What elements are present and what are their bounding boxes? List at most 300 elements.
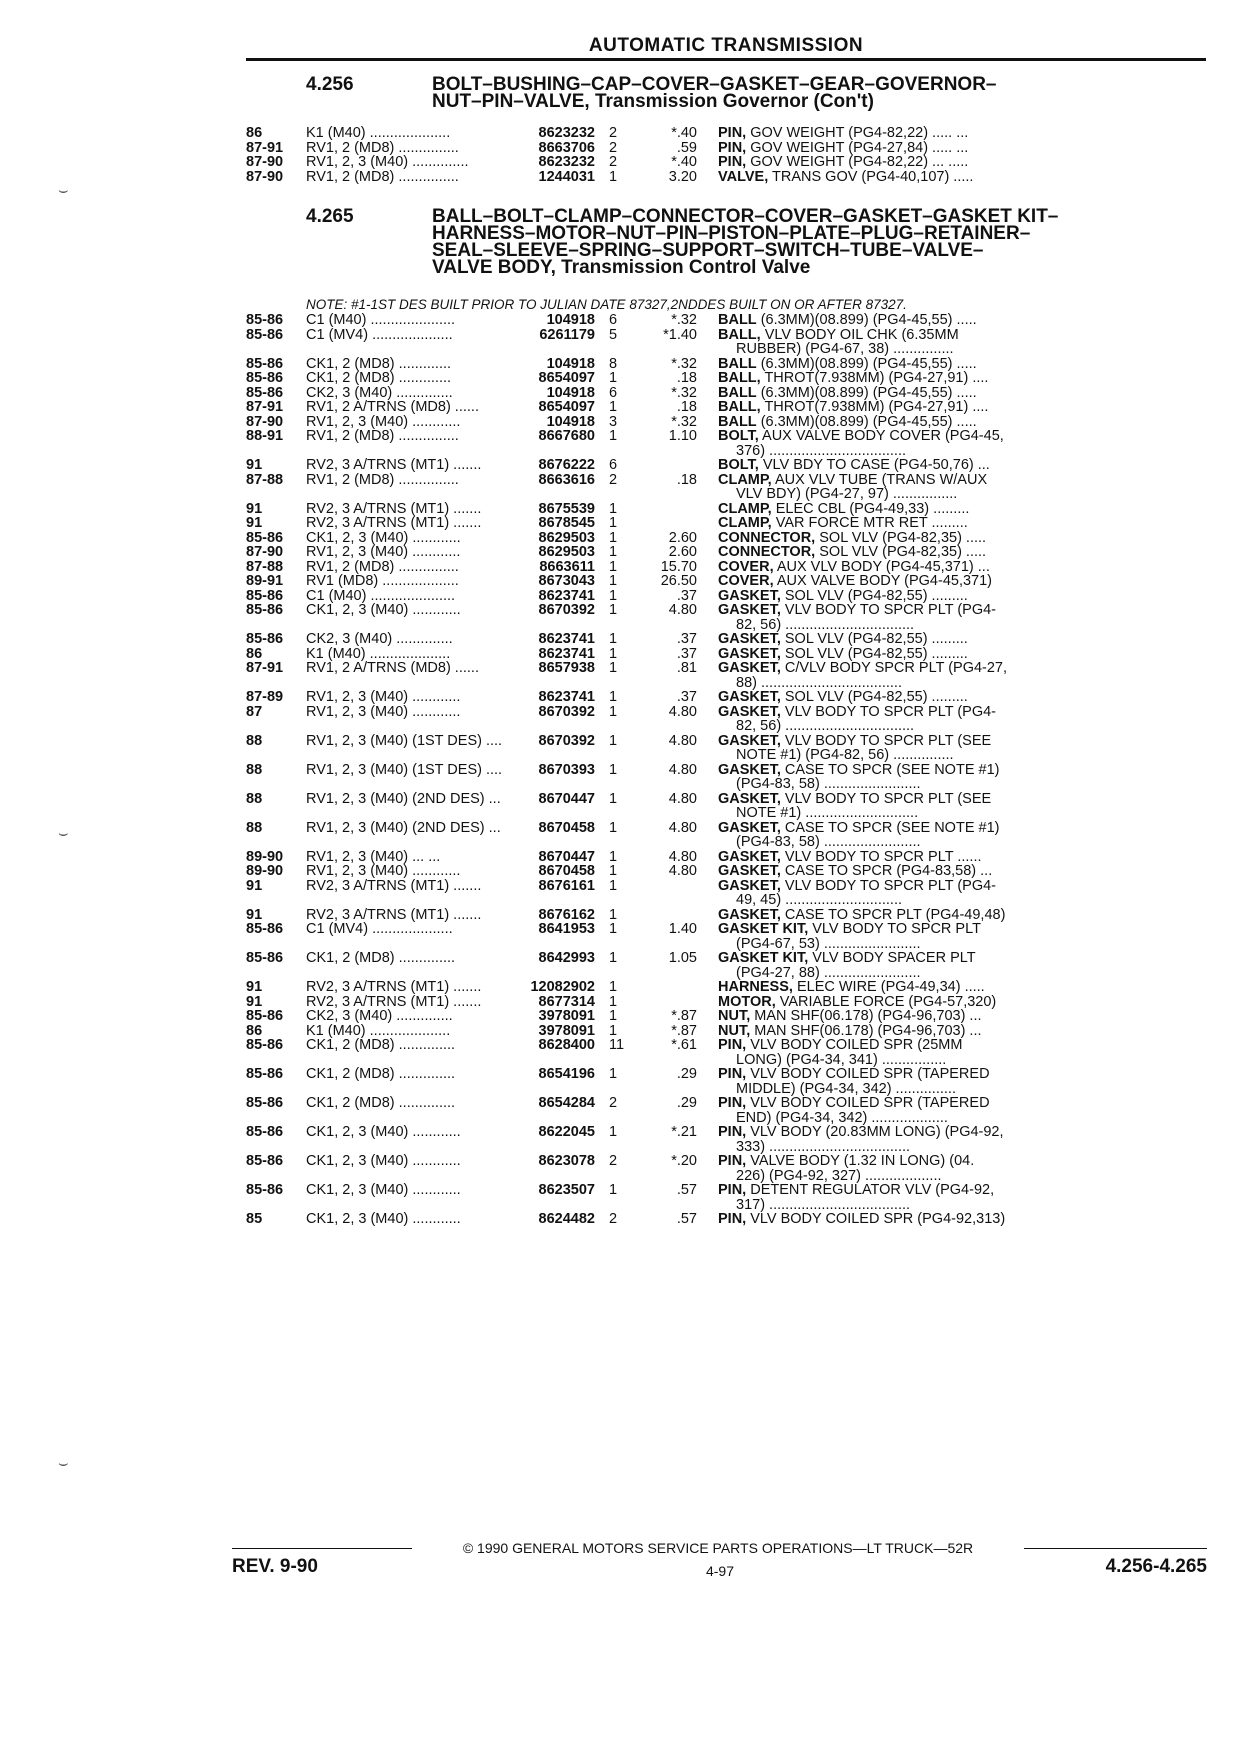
part-description	[697, 371, 1080, 386]
model-year: 88	[246, 819, 263, 836]
part-detail: TRANS GOV (PG4-40,107) .....	[768, 168, 974, 185]
model-year: 91	[246, 457, 263, 473]
part-detail-continued: (PG4-83, 58) ........................	[736, 776, 921, 792]
part-description	[697, 603, 1080, 632]
part-detail: SOL VLV (PG4-82,35) .....	[815, 529, 987, 546]
part-name: HARNESS,	[718, 979, 793, 995]
model-year: 87-88	[246, 558, 284, 575]
section-title	[432, 76, 1202, 110]
model-year: 87-89	[246, 689, 284, 705]
part-row	[246, 690, 1206, 705]
model-code: RV1, 2, 3 (M40) ............	[306, 545, 461, 560]
part-name: GASKET,	[718, 732, 781, 749]
price	[639, 908, 697, 923]
part-number: 8623232	[538, 154, 595, 170]
part-row	[246, 995, 1206, 1010]
model-code: CK1, 2, 3 (M40) ............	[306, 1183, 461, 1198]
part-number: 8657938	[538, 660, 595, 676]
part-row	[246, 763, 1206, 792]
part-number: 8663616	[538, 471, 595, 488]
section-title-line: SEAL–SLEEVE–SPRING–SUPPORT–SWITCH–TUBE–VALVE–	[432, 240, 984, 261]
part-description	[697, 1154, 1080, 1183]
section-title-line: BOLT–BUSHING–CAP–COVER–GASKET–GEAR–GOVERNOR–	[432, 74, 997, 95]
page-title: AUTOMATIC TRANSMISSION	[588, 35, 864, 56]
part-detail: SOL VLV (PG4-82,35) .....	[815, 544, 987, 560]
part-name: PIN,	[718, 154, 747, 170]
price: *.32	[671, 312, 697, 328]
model-code: RV2, 3 A/TRNS (MT1) .......	[306, 980, 482, 995]
model-code: CK1, 2, 3 (M40) ............	[306, 1212, 461, 1227]
part-description	[697, 821, 1080, 850]
part-detail: SOL VLV (PG4-82,55) .........	[780, 689, 968, 705]
part-description	[697, 415, 1080, 430]
model-year: 91	[246, 993, 263, 1010]
quantity: 2	[609, 1211, 618, 1227]
part-detail-continued: 376) ..................................	[736, 442, 907, 459]
part-name: BALL	[718, 355, 757, 372]
model-year: 85-86	[246, 1182, 284, 1198]
model-year: 85-86	[246, 529, 284, 546]
part-detail-continued: (PG4-83, 58) ........................	[736, 834, 921, 850]
part-description	[697, 429, 1080, 458]
part-row	[246, 864, 1206, 879]
part-number: 8670393	[538, 761, 595, 778]
quantity: 1	[609, 500, 618, 517]
section-number: 4.256	[306, 74, 354, 95]
price	[639, 502, 697, 517]
part-description	[697, 502, 1080, 517]
model-code: RV1, 2 A/TRNS (MD8) ......	[306, 400, 479, 415]
part-detail-continued: 49, 45) .............................	[736, 892, 902, 908]
model-code: CK1, 2 (MD8) .............	[306, 356, 452, 371]
part-description	[697, 560, 1080, 575]
model-code: C1 (MV4) ....................	[306, 922, 453, 937]
part-description	[697, 328, 1080, 357]
part-number: 8670458	[538, 819, 595, 836]
footer-copyright: © 1990 GENERAL MOTORS SERVICE PARTS OPERATIONS—LT TRUCK—52R	[462, 1540, 974, 1556]
model-code: CK2, 3 (M40) ..............	[306, 385, 453, 400]
price	[639, 879, 697, 908]
model-code: RV1 (MD8) ...................	[306, 574, 459, 589]
part-name: GASKET KIT,	[718, 921, 809, 937]
part-name: BALL,	[718, 399, 761, 415]
part-row	[246, 170, 1206, 185]
model-code: RV2, 3 A/TRNS (MT1) .......	[306, 458, 482, 473]
model-code: RV1, 2, 3 (M40) ... ...	[306, 849, 441, 864]
part-row	[246, 850, 1206, 865]
part-number: 8623507	[538, 1182, 595, 1198]
price: 2.60	[668, 544, 697, 560]
part-number: 8654097	[538, 370, 595, 386]
part-number: 8629503	[538, 544, 595, 560]
part-detail: VAR FORCE MTR RET .........	[771, 515, 968, 531]
part-row	[246, 473, 1206, 502]
model-code: K1 (M40) ....................	[306, 1023, 451, 1038]
part-detail: SOL VLV (PG4-82,55) .........	[780, 645, 968, 662]
part-name: GASKET,	[718, 877, 781, 894]
part-row	[246, 545, 1206, 560]
part-description	[697, 1038, 1080, 1067]
model-code: RV1, 2 (MD8) ...............	[306, 429, 459, 444]
model-code: CK1, 2, 3 (M40) ............	[306, 1154, 461, 1169]
model-year: 85-86	[246, 355, 284, 372]
section-title-line: NUT–PIN–VALVE, Transmission Governor (Con't)	[432, 91, 874, 112]
price: .37	[676, 631, 697, 647]
part-row	[246, 951, 1206, 980]
part-number: 3978091	[538, 1008, 595, 1024]
part-number: 8670447	[538, 848, 595, 865]
part-detail-continued: 82, 56) ................................	[736, 616, 915, 633]
part-detail: VLV BODY TO SPCR PLT (PG4-	[780, 877, 997, 894]
part-name: VALVE,	[718, 168, 769, 185]
part-number: 8623741	[538, 689, 595, 705]
part-detail: CASE TO SPCR (SEE NOTE #1)	[780, 819, 1000, 836]
part-number: 8667680	[538, 428, 595, 444]
part-description	[697, 705, 1080, 734]
part-row	[246, 415, 1206, 430]
model-year: 85-86	[246, 370, 284, 386]
part-row	[246, 458, 1206, 473]
part-description	[697, 792, 1080, 821]
part-name: BOLT,	[718, 428, 759, 444]
model-code: RV1, 2, 3 (M40) (2ND DES) ...	[306, 820, 501, 836]
part-name: GASKET,	[718, 863, 781, 879]
part-name: GASKET,	[718, 906, 781, 923]
part-description	[697, 1009, 1080, 1024]
part-number: 8624482	[538, 1211, 595, 1227]
model-code: RV1, 2, 3 (M40) ............	[306, 414, 461, 429]
part-name: GASKET,	[718, 587, 781, 604]
price	[639, 458, 697, 473]
quantity: 1	[609, 529, 618, 546]
price: *1.40	[663, 326, 697, 343]
part-detail: VLV BODY COILED SPR (TAPERED	[746, 1095, 990, 1111]
scan-mark: ⌣	[58, 1455, 69, 1472]
price	[639, 995, 697, 1010]
quantity: 1	[609, 544, 618, 560]
part-description	[697, 357, 1080, 372]
quantity: 2	[609, 154, 618, 170]
quantity: 1	[609, 573, 618, 589]
quantity: 1	[609, 1008, 618, 1024]
part-name: COVER,	[718, 558, 774, 575]
parts-list-4-265	[246, 313, 1206, 1227]
part-description	[697, 386, 1080, 401]
part-description	[697, 589, 1080, 604]
price: .29	[676, 1066, 697, 1082]
model-code: CK1, 2 (MD8) ..............	[306, 1038, 456, 1053]
part-description	[697, 951, 1080, 980]
quantity: 1	[609, 645, 618, 662]
model-year: 87-91	[246, 139, 284, 156]
model-year: 85-86	[246, 1124, 284, 1140]
part-detail-continued: 333) ...................................	[736, 1138, 911, 1155]
part-detail: MAN SHF(06.178) (PG4-96,703) ...	[750, 1008, 982, 1024]
part-detail: MAN SHF(06.178) (PG4-96,703) ...	[750, 1022, 982, 1039]
quantity: 1	[609, 428, 618, 444]
part-name: BALL	[718, 413, 757, 430]
part-detail: SOL VLV (PG4-82,55) .........	[780, 631, 968, 647]
model-year: 85	[246, 1211, 263, 1227]
part-detail: VLV BODY TO SPCR PLT ......	[780, 848, 982, 865]
part-detail: (6.3MM)(08.899) (PG4-45,55) .....	[756, 413, 977, 430]
part-detail: VLV BODY COILED SPR (PG4-92,313)	[746, 1211, 1006, 1227]
price: .57	[676, 1211, 697, 1227]
part-row	[246, 328, 1206, 357]
price: 4.80	[668, 819, 697, 836]
part-row	[246, 141, 1206, 156]
part-description	[697, 734, 1080, 763]
part-detail: VLV BODY COILED SPR (25MM	[746, 1037, 963, 1053]
model-code: CK1, 2, 3 (M40) ............	[306, 1125, 461, 1140]
model-year: 87	[246, 703, 263, 720]
quantity: 1	[609, 515, 618, 531]
part-number: 8670392	[538, 732, 595, 749]
part-description	[697, 661, 1080, 690]
model-year: 85-86	[246, 950, 284, 966]
part-row	[246, 313, 1206, 328]
part-number: 8623741	[538, 587, 595, 604]
part-row	[246, 821, 1206, 850]
price: 4.80	[668, 602, 697, 618]
part-number: 104918	[546, 355, 595, 372]
quantity: 1	[609, 558, 618, 575]
part-detail-continued: 82, 56) ................................	[736, 718, 915, 734]
model-code: RV1, 2 (MD8) ...............	[306, 140, 459, 155]
part-detail: AUX VLV TUBE (TRANS W/AUX	[771, 471, 988, 488]
part-detail-continued: (PG4-27, 88) ........................	[736, 964, 921, 981]
part-description	[697, 400, 1080, 415]
price: .57	[676, 1182, 697, 1198]
model-code: RV2, 3 A/TRNS (MT1) .......	[306, 516, 482, 531]
part-detail: VLV BDY TO CASE (PG4-50,76) ...	[758, 457, 990, 473]
part-name: GASKET,	[718, 689, 781, 705]
price: 4.80	[668, 790, 697, 807]
price: 1.40	[668, 921, 697, 937]
price: *.40	[671, 125, 697, 141]
model-year: 91	[246, 500, 263, 517]
part-row	[246, 603, 1206, 632]
part-description	[697, 1067, 1080, 1096]
part-row	[246, 357, 1206, 372]
part-number: 8623232	[538, 125, 595, 141]
model-year: 86	[246, 1022, 263, 1039]
part-row	[246, 908, 1206, 923]
part-detail: AUX VLV BODY (PG4-45,371) ...	[773, 558, 990, 575]
revision-label: REV. 9-90	[232, 1556, 318, 1577]
model-year: 85-86	[246, 1066, 284, 1082]
model-code: RV1, 2, 3 (M40) (2ND DES) ...	[306, 791, 501, 807]
part-description	[697, 313, 1080, 328]
part-number: 6261179	[539, 326, 595, 343]
quantity: 1	[609, 602, 618, 618]
part-row	[246, 429, 1206, 458]
part-detail: VLV BODY (20.83MM LONG) (PG4-92,	[746, 1124, 1004, 1140]
section-title-line: VALVE BODY, Transmission Control Valve	[432, 257, 811, 278]
model-code: C1 (MV4) ....................	[306, 327, 453, 343]
part-row	[246, 980, 1206, 995]
part-number: 8670458	[538, 863, 595, 879]
part-number: 8623741	[538, 645, 595, 662]
price: 4.80	[668, 732, 697, 749]
model-code: RV1, 2 (MD8) ...............	[306, 472, 459, 488]
model-code: RV2, 3 A/TRNS (MT1) .......	[306, 501, 482, 516]
part-description	[697, 1024, 1080, 1039]
section-title-line: HARNESS–MOTOR–NUT–PIN–PISTON–PLATE–PLUG–RETAINER–	[432, 223, 1031, 244]
part-detail-continued: MIDDLE) (PG4-34, 342) ...............	[736, 1080, 956, 1097]
part-name: CONNECTOR,	[718, 529, 816, 546]
model-code: K1 (M40) ....................	[306, 126, 451, 141]
part-name: COVER,	[718, 573, 774, 589]
part-row	[246, 1038, 1206, 1067]
model-year: 85-86	[246, 1008, 284, 1024]
part-description	[697, 908, 1080, 923]
part-row	[246, 705, 1206, 734]
section-title-line: BALL–BOLT–CLAMP–CONNECTOR–COVER–GASKET–GASKET KIT–	[432, 206, 1059, 227]
part-name: GASKET,	[718, 761, 781, 778]
model-year: 85-86	[246, 1153, 284, 1169]
part-name: BALL	[718, 312, 757, 328]
part-detail: (6.3MM)(08.899) (PG4-45,55) .....	[756, 355, 977, 372]
quantity: 1	[609, 631, 618, 647]
quantity: 1	[609, 863, 618, 879]
quantity: 1	[609, 921, 618, 937]
model-code: K1 (M40) ....................	[306, 646, 451, 661]
part-description	[697, 980, 1080, 995]
part-number: 8663706	[538, 139, 595, 156]
part-description	[697, 545, 1080, 560]
part-row	[246, 502, 1206, 517]
section-range: 4.256-4.265	[1105, 1556, 1207, 1577]
price: .37	[676, 587, 697, 604]
model-year: 91	[246, 877, 263, 894]
part-number: 8677314	[538, 993, 595, 1010]
price	[639, 980, 697, 995]
scan-mark: ⌣	[58, 182, 69, 199]
part-number: 8654097	[538, 399, 595, 415]
price: *.87	[671, 1022, 697, 1039]
quantity: 1	[609, 703, 618, 720]
part-row	[246, 1009, 1206, 1024]
part-description	[697, 141, 1080, 156]
part-detail: THROT(7.938MM) (PG4-27,91) ....	[760, 399, 989, 415]
part-detail-continued: RUBBER) (PG4-67, 38) ...............	[736, 341, 954, 357]
part-name: GASKET,	[718, 790, 781, 807]
price: *.32	[671, 384, 697, 401]
model-year: 89-90	[246, 848, 284, 865]
part-description	[697, 1183, 1080, 1212]
part-name: CLAMP,	[718, 471, 772, 488]
footer-rule-right	[1024, 1548, 1207, 1549]
part-detail-continued: 317) ...................................	[736, 1196, 911, 1213]
part-number: 8670447	[538, 790, 595, 807]
part-number: 104918	[546, 312, 595, 328]
model-year: 88	[246, 790, 263, 807]
part-detail: VLV BODY TO SPCR PLT (PG4-	[780, 602, 997, 618]
model-code: CK2, 3 (M40) ..............	[306, 632, 453, 647]
part-number: 8676162	[538, 906, 595, 923]
quantity: 2	[609, 471, 618, 488]
part-detail-continued: LONG) (PG4-34, 341) ................	[736, 1051, 947, 1068]
part-description	[697, 170, 1080, 185]
part-number: 8673043	[538, 573, 595, 589]
quantity: 1	[609, 689, 618, 705]
model-code: C1 (M40) .....................	[306, 588, 456, 603]
part-row	[246, 1024, 1206, 1039]
quantity: 1	[609, 877, 618, 894]
price: .37	[676, 645, 697, 662]
quantity: 2	[609, 1095, 618, 1111]
model-year: 87-90	[246, 544, 284, 560]
quantity: 1	[609, 906, 618, 923]
part-number: 104918	[546, 413, 595, 430]
quantity: 1	[609, 761, 618, 778]
model-code: RV1, 2, 3 (M40) ............	[306, 690, 461, 705]
part-detail: SOL VLV (PG4-82,55) .........	[780, 587, 968, 604]
part-name: PIN,	[718, 1095, 747, 1111]
part-detail: C/VLV BODY SPCR PLT (PG4-27,	[780, 660, 1008, 676]
part-row	[246, 516, 1206, 531]
quantity: 1	[609, 168, 618, 185]
model-year: 87-90	[246, 168, 284, 185]
part-detail: CASE TO SPCR (SEE NOTE #1)	[780, 761, 1000, 778]
part-number: 8654284	[538, 1095, 595, 1111]
part-row	[246, 126, 1206, 141]
model-code: RV1, 2, 3 (M40) (1ST DES) ....	[306, 733, 503, 749]
part-number: 8670392	[538, 602, 595, 618]
part-name: BALL	[718, 384, 757, 401]
part-name: GASKET KIT,	[718, 950, 809, 966]
part-number: 8675539	[538, 500, 595, 517]
price: 4.80	[668, 761, 697, 778]
part-detail: VLV BODY TO SPCR PLT	[808, 921, 981, 937]
part-detail: THROT(7.938MM) (PG4-27,91) ....	[760, 370, 989, 386]
model-code: RV1, 2, 3 (M40) ............	[306, 864, 461, 879]
model-code: CK1, 2, 3 (M40) ............	[306, 530, 461, 545]
model-code: C1 (M40) .....................	[306, 313, 456, 328]
price: .37	[676, 689, 697, 705]
price: 4.80	[668, 703, 697, 720]
part-detail: AUX VALVE BODY COVER (PG4-45,	[758, 428, 1004, 444]
part-number: 8642993	[538, 950, 595, 966]
part-row	[246, 734, 1206, 763]
part-row	[246, 1125, 1206, 1154]
quantity: 6	[609, 457, 618, 473]
part-name: CLAMP,	[718, 515, 772, 531]
model-code: CK1, 2 (MD8) ..............	[306, 951, 456, 966]
price: *.40	[671, 154, 697, 170]
footer-rule-left	[232, 1548, 412, 1549]
part-number: 8641953	[538, 921, 595, 937]
part-number: 8622045	[538, 1124, 595, 1140]
quantity: 1	[609, 993, 618, 1010]
part-name: CONNECTOR,	[718, 544, 816, 560]
part-description	[697, 995, 1080, 1010]
part-name: NUT,	[718, 1008, 751, 1024]
part-description	[697, 516, 1080, 531]
part-name: BALL,	[718, 326, 761, 343]
model-year: 85-86	[246, 1095, 284, 1111]
model-year: 85-86	[246, 921, 284, 937]
scan-mark: ⌣	[58, 825, 69, 842]
model-code: CK1, 2, 3 (M40) ............	[306, 603, 461, 618]
part-description	[697, 531, 1080, 546]
quantity: 1	[609, 790, 618, 807]
part-row	[246, 647, 1206, 662]
part-number: 12082902	[530, 979, 595, 995]
part-number: 8678545	[538, 515, 595, 531]
part-row	[246, 879, 1206, 908]
